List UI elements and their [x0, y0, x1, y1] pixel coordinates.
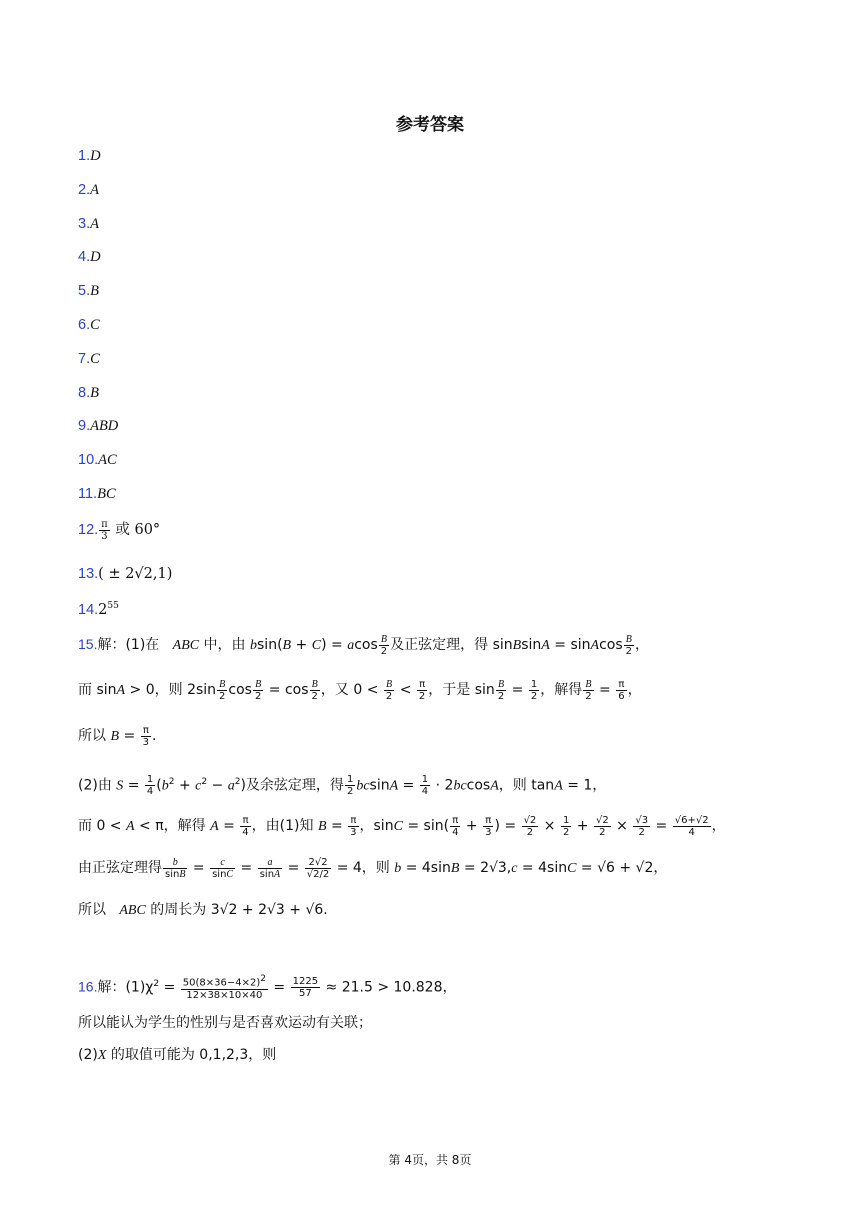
q15-line-6: 由正弦定理得 $\frac{b}{\sin B}$ = $\frac{c}{\sin C}$ = $\frac{a}{\sin A}$ = $\frac{2√2}{√2/2}$ = 4，则 b = 4sinB = 2√3,c = 4sinC = √6 + √2，: [78, 856, 668, 880]
answer-row: [78, 562, 172, 586]
answer-number: 2.: [78, 182, 91, 198]
answer-value: D: [90, 148, 101, 164]
q16-line-2: 所以能认为学生的性别与是否喜欢运动有关联；: [78, 1015, 372, 1031]
page-title: 参考答案: [396, 115, 464, 135]
answer-row: [78, 144, 101, 168]
q15-line-7: 所以 ABC 的周长为 3√2 + 2√3 + √6.: [78, 902, 328, 918]
q15-line-3: 所以 B = $\frac{\pi}{3}$ .: [78, 724, 157, 748]
answer-number: 1.: [78, 148, 91, 164]
q16-number: 16.: [78, 978, 98, 995]
answer-value: ABD: [90, 418, 119, 434]
answer-number: 10.: [78, 452, 99, 468]
answer-number: 4.: [78, 249, 91, 265]
answer-row: [78, 594, 119, 622]
q15-number: 15.: [78, 636, 98, 652]
answer-number: 5.: [78, 283, 91, 299]
answer-number: 3.: [78, 216, 91, 232]
answer-value: C: [90, 317, 100, 333]
answer-row: [78, 414, 118, 438]
q15-line-4: (2)由 S = $\frac{1}{4}$ $(b^2 + c^2 - a^2)$及余弦定理，得 $\frac{1}{2}$ bcsinA = $\frac{1}{4}$ · 2bccosA，则 tanA = 1，: [78, 774, 607, 798]
answer-value: ( ± 2√2,1): [98, 566, 173, 582]
answer-value: B: [90, 283, 99, 299]
q15-line-2: 而 sinA > 0，则 2sin $\frac{B}{2}$ cos $\frac{B}{2}$ = cos $\frac{B}{2}$ ，又 0 < $\frac{B}{2}$ < $\frac{\pi}{2}$ ，于是 sin $\frac{B}{2}$ = $\frac{1}{2}$ ，解得 $\frac{B}{2}$ = $\frac{\pi}{6}$ ，: [78, 678, 642, 702]
answer-number: 14.: [78, 601, 99, 618]
answer-number: 8.: [78, 385, 91, 401]
answer-value: A: [90, 216, 99, 232]
answer-number: 13.: [78, 566, 99, 582]
answer-value: BC: [97, 486, 116, 502]
answer-number: 11.: [78, 486, 98, 502]
answer-value: B: [90, 385, 99, 401]
answer-row: [78, 381, 99, 405]
answer-row: [78, 347, 100, 371]
answer-value: $2^{55}$: [98, 601, 119, 618]
answer-row: [78, 482, 116, 506]
answer-value: $\frac{\pi}{3}$ 或 60°: [101, 518, 161, 542]
q15-line-5: 而 0 < A < π，解得 A = $\frac{\pi}{4}$ ，由(1)知 B = $\frac{\pi}{3}$ ，sinC = sin( $\frac{\pi}{4}$ + $\frac{\pi}{3}$ ) = $\frac{√2}{2}$ × $\frac{1}{2}$ + $\frac{√2}{2}$ × $\frac{√3}{2}$ = $\frac{√6+√2}{4}$ ，: [78, 814, 726, 838]
answer-value: C: [90, 351, 100, 367]
answer-row: [78, 212, 99, 236]
answer-row: [78, 448, 117, 472]
answer-number: 6.: [78, 317, 91, 333]
page-footer: 第 4页，共 8页: [388, 1153, 472, 1167]
answer-row: [78, 178, 99, 202]
answer-value: AC: [98, 452, 117, 468]
answer-row: [78, 313, 100, 337]
answer-value: A: [90, 182, 99, 198]
answer-row: [78, 518, 160, 542]
answer-row: [78, 245, 101, 269]
answer-number: 12.: [78, 522, 99, 538]
q15-line-1: 15.解：(1)在 ABC 中，由 bsin(B + C) = acos $\frac{B}{2}$ 及正弦定理，得 sinBsinA = sinAcos $\frac{B}{2}$ ，: [78, 633, 650, 657]
answer-value: D: [90, 249, 101, 265]
answer-number: 9.: [78, 418, 91, 434]
answer-row: [78, 279, 99, 303]
q16-line-3: (2)X 的取值可能为 0,1,2,3，则: [78, 1047, 277, 1063]
answer-number: 7.: [78, 351, 91, 367]
q16-line-1: 16.解：$(1)\chi^2$ = $\frac{50(8\times 36-4\times 2)^2}{12\times 38\times 10\times 40}$ = $\frac{1225}{57}$ ≈ 21.5 > 10.828，: [78, 974, 457, 1001]
